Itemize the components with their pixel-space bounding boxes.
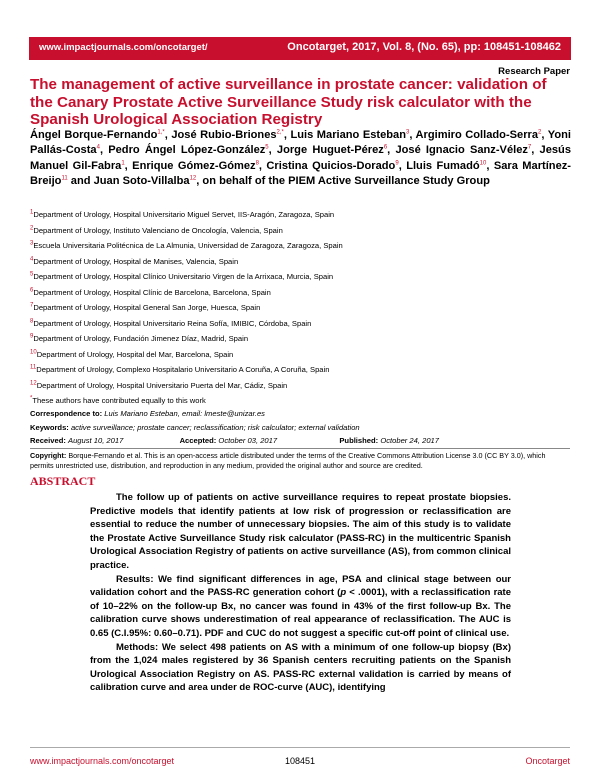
affiliation-text: Department of Urology, Hospital Universitario Puerta del Mar, Cádiz, Spain bbox=[36, 380, 288, 390]
affiliation-text: Department of Urology, Instituto Valenciano de Oncología, Valencia, Spain bbox=[33, 225, 283, 235]
affiliation bbox=[30, 238, 570, 254]
received-label: Received: bbox=[30, 436, 66, 445]
author bbox=[266, 160, 398, 172]
affiliation-text: Department of Urology, Hospital Universitario Reina Sofía, IMIBIC, Córdoba, Spain bbox=[33, 318, 312, 328]
author bbox=[277, 144, 387, 156]
author-name: Sara Martínez-Breijo bbox=[30, 159, 571, 188]
author-name: José Rubio-Briones bbox=[171, 129, 277, 141]
correspondence-email[interactable]: lmeste@unizar.es bbox=[204, 409, 265, 418]
copyright bbox=[30, 451, 570, 471]
journal-header-bar bbox=[29, 37, 571, 60]
affiliation bbox=[30, 316, 570, 332]
author-affiliation-mark: 12 bbox=[189, 175, 197, 182]
published-label: Published: bbox=[339, 436, 379, 445]
affiliation-mark: 3 bbox=[30, 240, 34, 247]
article-dates bbox=[30, 436, 570, 446]
affiliation-text: Department of Urology, Hospital Clínic de Barcelona, Barcelona, Spain bbox=[33, 287, 271, 297]
affiliation-mark: * bbox=[30, 395, 33, 402]
author-affiliation-mark: 10 bbox=[479, 160, 487, 167]
affiliation-mark: 5 bbox=[30, 271, 34, 278]
author-name: Ángel Borque-Fernando bbox=[30, 129, 158, 141]
results-label: Results: bbox=[116, 573, 154, 585]
affiliation-mark: 10 bbox=[30, 348, 37, 355]
journal-url[interactable]: www.impactjournals.com/oncotarget/ bbox=[39, 42, 208, 53]
abstract-body bbox=[90, 491, 511, 695]
author bbox=[94, 175, 197, 187]
footer-url[interactable]: www.impactjournals.com/oncotarget bbox=[30, 756, 175, 766]
correspondence-name: Luis Mariano Esteban, bbox=[104, 409, 180, 418]
author-name: Pedro Ángel López-González bbox=[108, 144, 266, 157]
author bbox=[416, 129, 542, 141]
affiliation-list bbox=[30, 207, 570, 409]
author-affiliation-mark: 8 bbox=[255, 160, 259, 167]
author-affiliation-mark: 4 bbox=[96, 144, 100, 151]
affiliation-text: Escuela Universitaria Politécnica de La Almunia, Universidad de Zaragoza, Zaragoza, Spain bbox=[33, 241, 343, 250]
affiliation bbox=[30, 254, 570, 270]
affiliation-text: Department of Urology, Hospital de Manises, Valencia, Spain bbox=[33, 256, 239, 266]
affiliation-mark: 6 bbox=[30, 286, 34, 293]
abstract-methods bbox=[90, 641, 511, 695]
affiliation-mark: 2 bbox=[30, 224, 34, 231]
keywords-label: Keywords: bbox=[30, 423, 69, 432]
author-affiliation-mark: 3 bbox=[406, 129, 410, 136]
accepted-label: Accepted: bbox=[179, 436, 217, 445]
affiliation bbox=[30, 269, 570, 285]
author bbox=[395, 144, 531, 156]
abstract-heading: ABSTRACT bbox=[30, 474, 96, 488]
author-affiliation-mark: 5 bbox=[265, 144, 269, 151]
author-affiliation-mark: 1 bbox=[121, 160, 125, 167]
author-name: Jorge Huguet-Pérez bbox=[276, 144, 384, 157]
author-list: Ángel Borque-Fernando$^{1,*}$, José Rubio-Briones$^{2,*}$, Luis Mariano Esteban$^3$, Argimiro Collado-Serra$^2$, Yoni Pallás-Costa$^4$, Pedro Ángel López-González$^5$, Jorge Huguet-Pérez$^6$, José Ignacio Sanz-Vélez$^7$, Jesús Manuel Gil-Fabra$^1$, Enrique Gómez-Gómez$^8$, Cristina Quicios-Dorado$^9$, Lluis Fumadó$^{10}$, Sara Martínez-Breijo$^{11}$ and Juan Soto-Villalba$^{12}$, on behalf of the PIEM Active Surveillance Study Group bbox=[30, 129, 572, 188]
affiliation-mark: 9 bbox=[30, 333, 34, 340]
author-affiliation-mark: 2,* bbox=[276, 129, 284, 136]
footer-divider bbox=[30, 747, 570, 748]
author-affiliation-mark: 2 bbox=[538, 129, 542, 136]
affiliation-mark: 11 bbox=[30, 364, 37, 371]
author-name: Lluis Fumadó bbox=[406, 159, 480, 172]
correspondence-email-label: email: bbox=[181, 409, 203, 418]
affiliation-text: Department of Urology, Fundación Jimenez Díaz, Madrid, Spain bbox=[33, 334, 249, 343]
author-conjunction: and bbox=[70, 175, 91, 188]
affiliation bbox=[30, 331, 570, 347]
copyright-label: Copyright: bbox=[30, 451, 67, 460]
affiliation bbox=[30, 378, 570, 394]
author bbox=[108, 144, 268, 156]
author-affiliation-mark: 7 bbox=[527, 144, 532, 151]
affiliation bbox=[30, 300, 570, 316]
author bbox=[406, 160, 486, 172]
author bbox=[132, 160, 259, 172]
correspondence bbox=[30, 409, 570, 419]
affiliation-text: These authors have contributed equally to this work bbox=[32, 396, 206, 405]
author bbox=[171, 129, 284, 141]
author-name: Jesús Manuel Gil-Fabra bbox=[30, 144, 572, 172]
methods-label: Methods: bbox=[116, 641, 159, 653]
affiliation-mark: 12 bbox=[30, 379, 37, 386]
affiliation-mark: 8 bbox=[30, 317, 34, 324]
results-text-a: We find significant differences in age, PSA and clinical stage between our validation cohort and the PASS-RC generation cohort ( bbox=[90, 573, 511, 599]
copyright-text: Borque-Fernando et al. This is an open-access article distributed under the terms of the Creative Commons Attribution License 3.0 (CC BY 3.0), which permits unrestricted use, distribution, and reproduction in any medium, provided the original author and source are credited. bbox=[30, 451, 546, 470]
affiliation-mark: 7 bbox=[30, 302, 34, 309]
accepted-date: October 03, 2017 bbox=[218, 436, 278, 445]
author-affiliation-mark: 1,* bbox=[157, 129, 165, 136]
affiliation bbox=[30, 207, 570, 223]
results-text-b: < .0001), with a reclassification rate of 10–22% on the follow-up Bx, no cancer was found in 43% of the first follow-up Bx. The calibration curve shows underestimation of real appearance of reclassification. The AUC is 0.65 (C.I.95%: 0.60–0.71). PDF and CUC do not suggest a specific cut-off point of clinical use. bbox=[90, 587, 511, 639]
paper-type: Research Paper bbox=[498, 66, 570, 77]
affiliation bbox=[30, 362, 570, 378]
page-number: 108451 bbox=[284, 756, 316, 766]
author-group: , on behalf of the PIEM Active Surveillance Study Group bbox=[196, 175, 490, 188]
divider bbox=[30, 448, 570, 449]
affiliation-text: Department of Urology, Hospital General San Jorge, Huesca, Spain bbox=[33, 303, 261, 312]
author-name: José Ignacio Sanz-Vélez bbox=[395, 144, 528, 157]
author-affiliation-mark: 6 bbox=[383, 144, 388, 151]
affiliation-text: Department of Urology, Hospital Universitario Miguel Servet, IIS-Aragón, Zaragoza, Spain bbox=[33, 210, 335, 219]
journal-citation: Oncotarget, 2017, Vol. 8, (No. 65), pp: 108451-108462 bbox=[287, 41, 561, 53]
author bbox=[290, 129, 409, 141]
author-name: Juan Soto-Villalba bbox=[93, 175, 190, 188]
author-name: Yoni Pallás-Costa bbox=[30, 129, 571, 157]
author-name: Luis Mariano Esteban bbox=[290, 129, 406, 141]
keywords-text: active surveillance; prostate cancer; reclassification; risk calculator; external validation bbox=[70, 423, 360, 432]
correspondence-label: Correspondence to: bbox=[30, 409, 103, 418]
published-date: October 24, 2017 bbox=[380, 436, 439, 445]
affiliation-mark: 4 bbox=[30, 255, 34, 262]
footer-journal: Oncotarget bbox=[525, 756, 570, 766]
affiliation bbox=[30, 223, 570, 239]
affiliation bbox=[30, 285, 570, 301]
paper-title: The management of active surveillance in prostate cancer: validation of the Canary Prostate Active Surveillance Study risk calculator with the Spanish Urological Association Registry bbox=[30, 76, 547, 128]
author-name: Cristina Quicios-Dorado bbox=[266, 159, 396, 172]
author-name: Argimiro Collado-Serra bbox=[415, 129, 539, 141]
keywords bbox=[30, 423, 570, 433]
affiliation-text: Department of Urology, Hospital del Mar, Barcelona, Spain bbox=[36, 349, 234, 359]
abstract-intro: The follow up of patients on active surveillance requires to repeat prostate biopsies. Predictive models that identify patients at low risk of progression or reclassification are essential to reduce the number of unnecessary biopsies. The aim of this study is to validate the Prostate Active Surveillance Study risk calculator (PASS-RC) in the multicentric Spanish Urological Association Registry of patients on active surveillance (AS), from common clinical practice. bbox=[90, 492, 511, 571]
affiliation bbox=[30, 393, 570, 409]
results-p-symbol: p bbox=[340, 587, 347, 599]
abstract-results bbox=[90, 573, 511, 641]
author bbox=[30, 129, 165, 141]
author-name: Enrique Gómez-Gómez bbox=[132, 159, 256, 172]
affiliation-text: Department of Urology, Complexo Hospitalario Universitario A Coruña, A Coruña, Spain bbox=[36, 365, 330, 374]
affiliation-mark: 1 bbox=[30, 209, 34, 216]
affiliation-text: Department of Urology, Hospital Clínico Universitario Virgen de la Arrixaca, Murcia, Spain bbox=[33, 272, 334, 281]
received-date: August 10, 2017 bbox=[68, 436, 124, 445]
author-affiliation-mark: 9 bbox=[395, 160, 399, 167]
methods-text: We select 498 patients on AS with a minimum of one follow-up biopsy (Bx) from the 1,024 males registered by 36 Spanish centers recruiting patients on the Spanish Urological Association Registry on AS. PASS-RC external validation is carried by means of calibration curve and area under de ROC-curve (AUC), identifying bbox=[90, 641, 511, 694]
author-affiliation-mark: 11 bbox=[61, 175, 68, 182]
affiliation bbox=[30, 347, 570, 363]
